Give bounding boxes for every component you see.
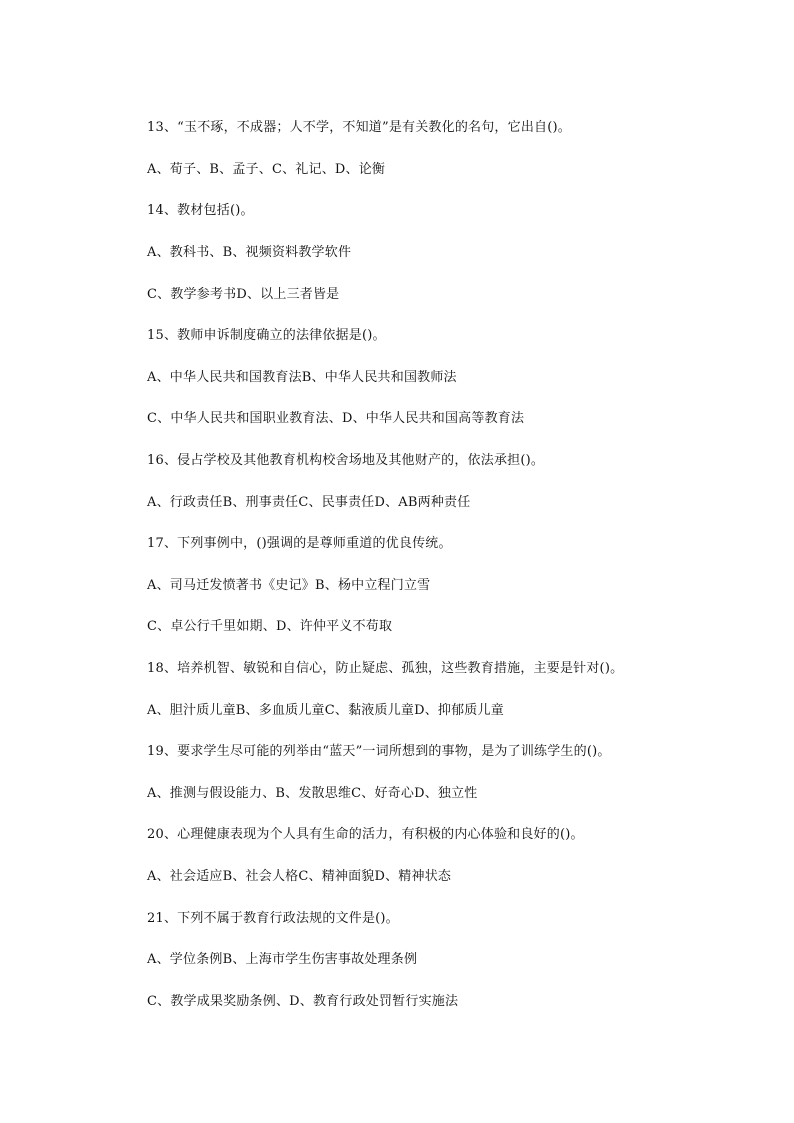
options-17-line-2: C、卓公行千里如期、D、许仲平义不苟取 <box>147 619 393 634</box>
options-14-line-2: C、教学参考书D、以上三者皆是 <box>147 287 340 302</box>
question-21: 21、下列不属于教育行政法规的文件是()。 <box>147 911 399 926</box>
options-13: A、荀子、B、孟子、C、礼记、D、论衡 <box>147 162 386 177</box>
question-16: 16、侵占学校及其他教育机构校舍场地及其他财产的，依法承担()。 <box>147 453 545 468</box>
options-19: A、推测与假设能力、B、发散思维C、好奇心D、独立性 <box>147 786 478 801</box>
options-14-line-1: A、教科书、B、视频资料教学软件 <box>147 245 352 260</box>
options-16: A、行政责任B、刑事责任C、民事责任D、AB两种责任 <box>147 495 471 510</box>
question-18: 18、培养机智、敏锐和自信心，防止疑虑、孤独，这些教育措施，主要是针对()。 <box>147 661 624 676</box>
question-20: 20、心理健康表现为个人具有生命的活力，有积极的内心体验和良好的()。 <box>147 827 584 842</box>
question-19: 19、要求学生尽可能的列举由“蓝天”一词所想到的事物，是为了训练学生的()。 <box>147 744 611 759</box>
question-13: 13、“玉不琢，不成器；人不学，不知道”是有关教化的名句，它出自()。 <box>147 120 571 135</box>
options-21-line-1: A、学位条例B、上海市学生伤害事故处理条例 <box>147 952 418 967</box>
options-15-line-1: A、中华人民共和国教育法B、中华人民共和国教师法 <box>147 370 457 385</box>
question-17: 17、下列事例中，()强调的是尊师重道的优良传统。 <box>147 536 452 551</box>
options-21-line-2: C、教学成果奖励条例、D、教育行政处罚暂行实施法 <box>147 994 459 1009</box>
question-15: 15、教师申诉制度确立的法律依据是()。 <box>147 328 386 343</box>
options-20: A、社会适应B、社会人格C、精神面貌D、精神状态 <box>147 869 452 884</box>
options-17-line-1: A、司马迁发愤著书《史记》B、杨中立程门立雪 <box>147 578 431 593</box>
options-18: A、胆汁质儿童B、多血质儿童C、黏液质儿童D、抑郁质儿童 <box>147 703 504 718</box>
options-15-line-2: C、中华人民共和国职业教育法、D、中华人民共和国高等教育法 <box>147 411 525 426</box>
question-14: 14、教材包括()。 <box>147 203 254 218</box>
